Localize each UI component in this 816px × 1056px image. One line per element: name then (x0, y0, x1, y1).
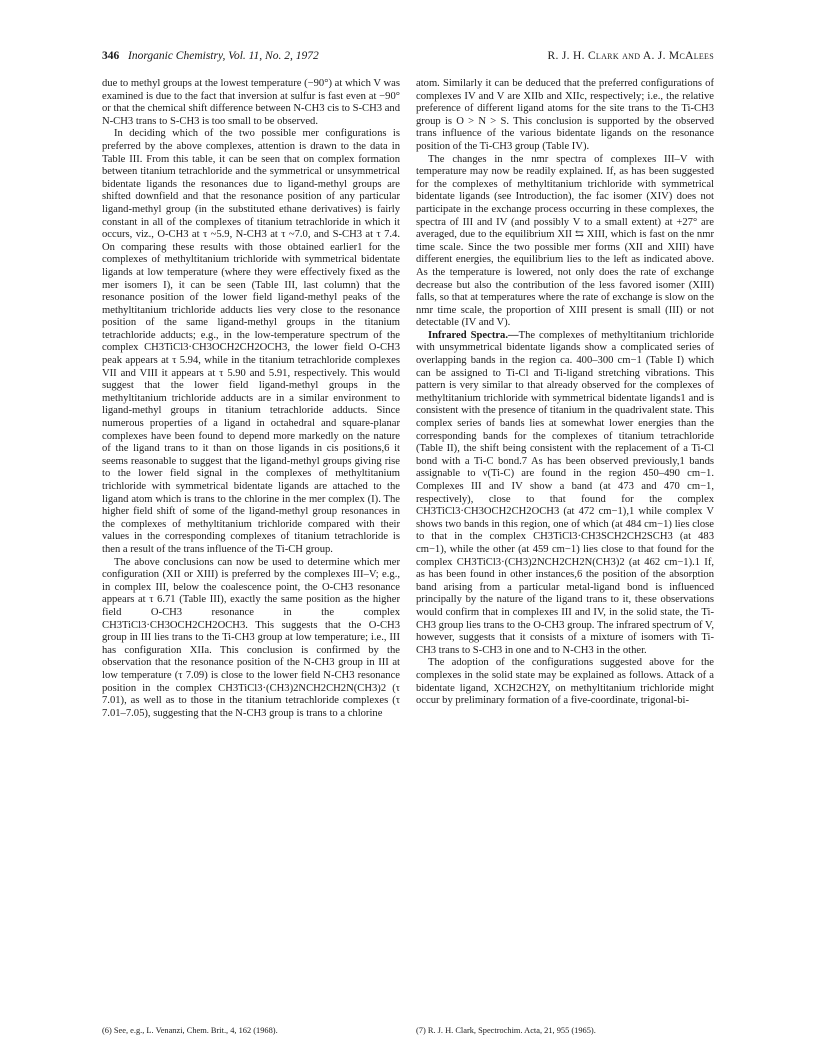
right-column (416, 78, 714, 1038)
running-authors: R. J. H. Clark and A. J. McAlees (547, 50, 714, 62)
paragraph: due to methyl groups at the lowest temperature (−90°) at which V was examined is due to the fact that inversion at sulfur is fast even at −90° or that the chemical shift difference between N-CH3 cis to S-CH3 and N-CH3 trans to S-CH3 is too small to be observed. (102, 78, 400, 127)
left-column (102, 78, 400, 1038)
footnote: (6) See, e.g., L. Venanzi, Chem. Brit., 4, 162 (1968). (102, 1026, 278, 1035)
paragraph: In deciding which of the two possible mer configurations is preferred by the above complexes, attention is drawn to the data in Table III. From this table, it can be seen that on complex formation between titanium tetrachloride and the symmetrical or unsymmetrical bidentate ligands the resonances due to ligand-methyl groups are shifted downfield and that the resonance position of any particular ligand-methyl group (in the substituted ethane derivatives) is fairly constant in all of the complexes of titanium tetrachloride in which it occurs, viz., O-CH3 at τ ~5.9, N-CH3 at τ ~7.0, and S-CH3 at τ 7.4. On comparing these results with those obtained earlier1 for the complexes of methyltitanium trichloride with symmetrical bidentate ligands at low temperature (where they were effectively fixed as the mer isomers I), it can be seen (Table III, last column) that the resonance position of the lower field ligand-methyl peaks of the methyltitanium trichloride adducts lies very close to the resonance position of the same ligand-methyl groups in the titanium tetrachloride adducts; e.g., in the low-temperature spectrum of the complex CH3TiCl3·CH3OCH2CH2OCH3, the lower field O-CH3 peak appears at τ 5.94, while in the titanium tetrachloride complexes VII and VIII it appears at τ 5.90 and 5.91, respectively. This would suggest that the lower field ligand-methyl groups in the methyltitanium trichloride adducts are in a similar environment to ligand-methyl groups in titanium tetrachloride adducts. Since numerous properties of a ligand in octahedral and square-planar complexes have been found to depend more markedly on the nature of the ligand trans to it than on those ligands in cis positions,6 it seems reasonable to suggest that the ligand-methyl groups giving rise to the lower field signal in the complexes of methyltitanium trichloride with symmetrical bidentate ligands are attached to the ligand atom which is trans to the chlorine in the mer complex (I). The higher field shift of some of the ligand-methyl group resonances in the complexes of methyltitanium trichloride compared with their values in the corresponding complexes of titanium tetrachloride is then a result of the trans influence of the Ti-CH group. (102, 128, 400, 555)
section-heading: Infrared Spectra.— (428, 329, 519, 341)
paragraph: atom. Similarly it can be deduced that the preferred configurations of complexes IV and V are XIIb and XIIc, respectively; i.e., the relative preference of different ligand atoms for the site trans to the Ti-CH3 group is O > N > S. This conclusion is supported by the observed trans influence of the various bidentate ligands on the resonance position of the Ti-CH3 group (Table IV). (416, 78, 714, 152)
paragraph-text: The complexes of methyltitanium trichloride with unsymmetrical bidentate ligands show a complicated series of overlapping bands in the region ca. 400–300 cm−1 (Table I) which can be assigned to Ti-Cl and Ti-ligand stretching vibrations. This pattern is very similar to that already observed for the complexes of methyltitanium trichloride with symmetrical bidentate ligands1 and is consistent with the presence of titanium in the quadrivalent state. This complex series of bands lies at somewhat lower energies than the corresponding bands for the complexes of titanium tetrachloride (Table II), the shift being consistent with the replacement of a Ti-Cl bond with a Ti-C bond.7 As has been observed previously,1 bands assignable to ν(Ti-C) are found in the region 450–490 cm−1. Complexes III and IV show a band (at 473 and 470 cm−1, respectively), close to that found for the complex CH3TiCl3·CH3OCH2CH2OCH3 (at 472 cm−1),1 while complex V shows two bands in this region, one of which (at 484 cm−1) lies close to that in the complex CH3TiCl3·CH3SCH2CH2SCH3 (at 483 cm−1), while the other (at 459 cm−1) lies close to that found for the complex CH3TiCl3·(CH3)2NCH2CH2N(CH3)2 (at 462 cm−1).1 If, as has been found in other instances,6 the position of the absorption band arising from a particular metal-ligand bond is influenced principally by the nature of the ligand trans to it, these observations would confirm that in complexes III and IV, in the solid state, the Ti-CH3 group lies trans to the O-CH3 group. The infrared spectrum of V, however, suggests that it consists of a mixture of isomers with Ti-CH3 trans to S-CH3 in one and to N-CH3 in the other. (416, 329, 714, 656)
footnote: (7) R. J. H. Clark, Spectrochim. Acta, 21, 955 (1965). (416, 1026, 596, 1035)
journal-citation: Inorganic Chemistry, Vol. 11, No. 2, 1972 (128, 50, 319, 62)
paragraph (416, 330, 714, 657)
paragraph: The adoption of the configurations suggested above for the complexes in the solid state may be explained as follows. Attack of a bidentate ligand, XCH2CH2Y, on methyltitanium trichloride might occur by preliminary formation of a five-coordinate, trigonal-bi- (416, 657, 714, 707)
page-number: 346 (102, 50, 120, 62)
paragraph: The changes in the nmr spectra of complexes III–V with temperature may now be readily explained. If, as has been suggested for the complexes of methyltitanium trichloride with symmetrical bidentate ligands (see Introduction), the fac isomer (XIV) does not participate in the exchange process occurring in these complexes, the spectra of III and IV (and possibly V to a small extent) at +27° are averaged, due to the equilibrium XII ⇆ XIII, which is fast on the nmr time scale. Since the two possible mer forms (XII and XIII) have different energies, the equilibrium lies to the left as indicated above. As the temperature is lowered, not only does the rate of exchange decrease but also the contribution of the less favored isomer (XIII) falls, so that at temperatures where the rate of exchange is slow on the nmr time scale, the proportion of XIII present is small (III) or not detectable (IV and V). (416, 153, 714, 329)
paragraph: The above conclusions can now be used to determine which mer configuration (XII or XIII) is preferred by the complexes III–V; e.g., in complex III, below the coalescence point, the O-CH3 resonance appears at τ 6.71 (Table III), exactly the same position as the higher field O-CH3 resonance in the complex CH3TiCl3·CH3OCH2CH2OCH3. This suggests that the O-CH3 group in III lies trans to the Ti-CH3 group at low temperature; i.e., III has configuration XIIa. This conclusion is confirmed by the observation that the resonance position of the N-CH3 group in III at low temperature (τ 7.09) is close to the lower field N-CH3 resonance position in the complex CH3TiCl3·(CH3)2NCH2CH2N(CH3)2 (τ 7.01), as well as to those in the titanium tetrachloride complexes (τ 7.01–7.05), suggesting that the N-CH3 group is trans to a chlorine (102, 556, 400, 719)
page-header (102, 50, 714, 68)
